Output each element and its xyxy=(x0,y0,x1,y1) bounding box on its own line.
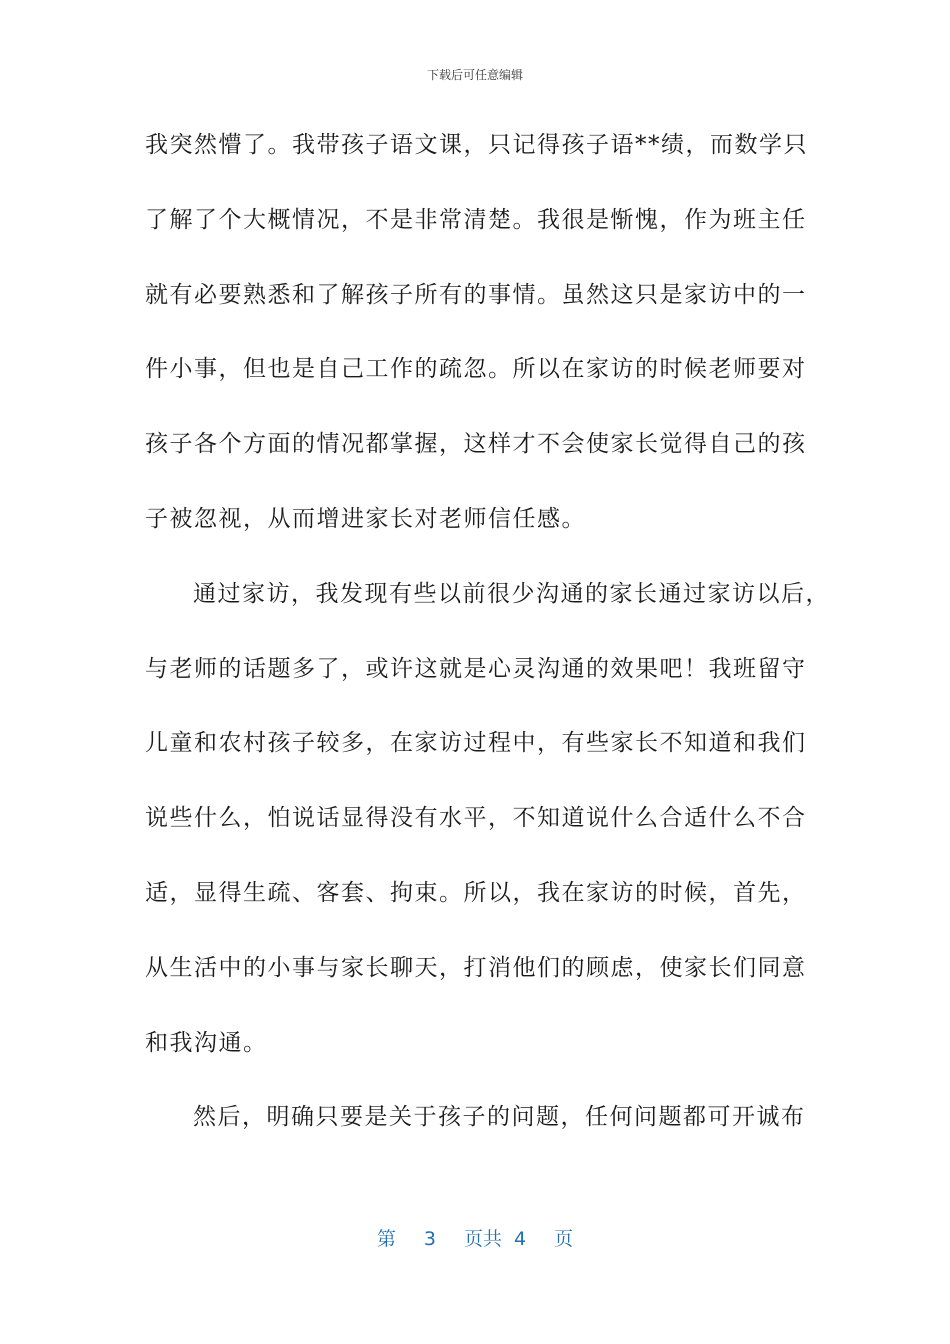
text-line: 儿童和农村孩子较多，在家访过程中，有些家长不知道和我们 xyxy=(145,730,807,757)
text-line: 孩子各个方面的情况都掌握，这样才不会使家长觉得自己的孩 xyxy=(145,431,807,458)
page-header: 下载后可任意编辑 xyxy=(426,68,523,82)
text-line: 然后，明确只要是关于孩子的问题，任何问题都可开诚布 xyxy=(193,1104,806,1131)
page-footer xyxy=(0,1226,950,1252)
paragraph-2 xyxy=(145,576,830,1100)
text-line: 了解了个大概情况，不是非常清楚。我很是惭愧，作为班主任 xyxy=(145,206,807,233)
text-line: 和我沟通。 xyxy=(145,1029,268,1056)
text-line: 子被忽视，从而增进家长对老师信任感。 xyxy=(145,505,586,532)
text-line: 件小事，但也是自己工作的疏忽。所以在家访的时候老师要对 xyxy=(145,356,807,383)
text-line: 通过家访，我发现有些以前很少沟通的家长通过家访以后， xyxy=(193,580,830,607)
page-label-suffix: 页 xyxy=(554,1228,574,1250)
document-body xyxy=(145,127,830,1174)
page-label-prefix: 第 xyxy=(376,1228,396,1250)
text-line: 适，显得生疏、客套、拘束。所以，我在家访的时候，首先， xyxy=(145,879,807,906)
current-page-number: 3 xyxy=(423,1228,436,1250)
text-line: 就有必要熟悉和了解孩子所有的事情。虽然这只是家访中的一 xyxy=(145,281,807,308)
text-line: 从生活中的小事与家长聊天，打消他们的顾虑，使家长们同意 xyxy=(145,954,807,981)
text-line: 我突然懵了。我带孩子语文课，只记得孩子语**绩，而数学只 xyxy=(145,132,808,158)
paragraph-3 xyxy=(145,1099,815,1174)
total-pages-number: 4 xyxy=(514,1228,527,1250)
text-line: 与老师的话题多了，或许这就是心灵沟通的效果吧！我班留守 xyxy=(145,655,807,682)
paragraph-1 xyxy=(145,127,815,576)
page-label-mid: 页共 xyxy=(463,1228,502,1250)
text-line: 说些什么，怕说话显得没有水平，不知道说什么合适什么不合 xyxy=(145,805,807,832)
